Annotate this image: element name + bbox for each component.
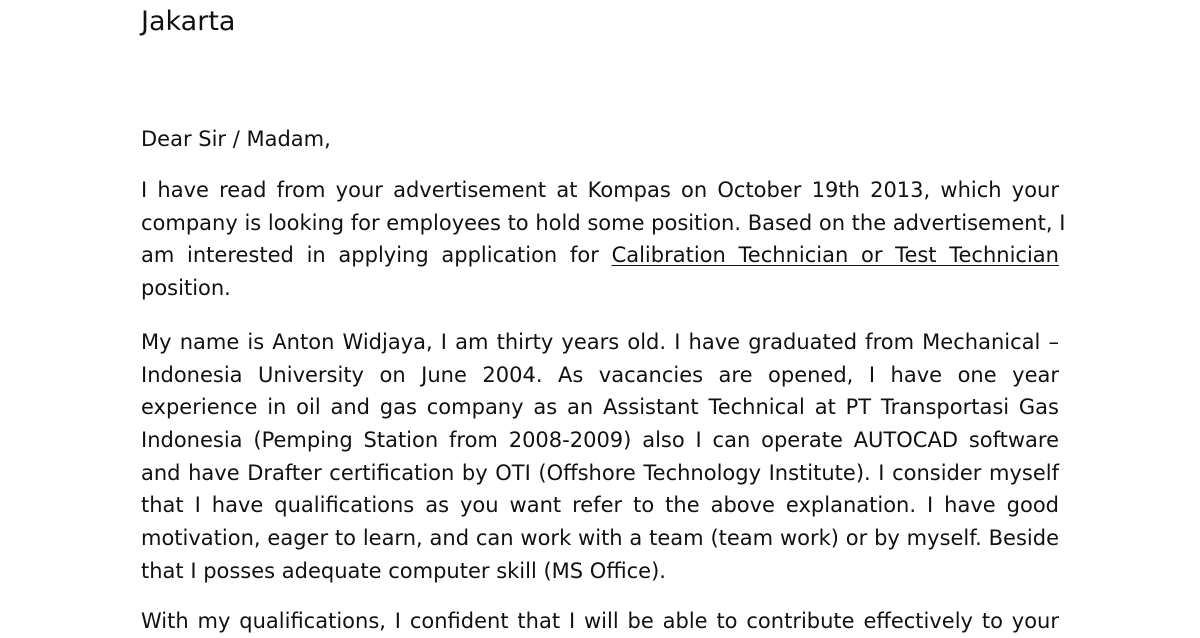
city-heading: Jakarta [141, 6, 236, 37]
paragraph-line: that I posses adequate computer skill (MS Office). [141, 558, 666, 583]
paragraph-line: My name is Anton Widjaya, I am thirty years old. I have graduated from Mechanical – [141, 330, 1059, 354]
paragraph-line: I have read from your advertisement at Kompas on October 19th 2013, which your [141, 178, 1059, 202]
position-title-underlined: Calibration Technician or Test Technician [611, 243, 1059, 268]
line-prefix-text: am interested in applying application for [141, 243, 599, 268]
paragraph-introduction [141, 326, 1059, 588]
paragraph-line: that I have qualifications as you want refer to the above explanation. I have good [141, 493, 1059, 518]
paragraph-line: motivation, eager to learn, and can work with a team (team work) or by myself. Beside [141, 526, 1059, 551]
paragraph-qualifications [141, 605, 1059, 638]
paragraph-line: experience in oil and gas company as an Assistant Technical at PT Transportasi Gas [141, 395, 1059, 420]
paragraph-line [141, 239, 1059, 272]
paragraph-line: Indonesia (Pemping Station from 2008-2009) also I can operate AUTOCAD software [141, 428, 1059, 453]
paragraph-line: and have Drafter certification by OTI (Offshore Technology Institute). I consider myself [141, 460, 1059, 485]
paragraph-advertisement [141, 174, 1066, 305]
paragraph-line: With my qualifications, I confident that I will be able to contribute effectively to your [141, 609, 1059, 633]
salutation: Dear Sir / Madam, [141, 127, 331, 151]
paragraph-line: Indonesia University on June 2004. As vacancies are opened, I have one year [141, 362, 1059, 387]
paragraph-line: position. [141, 276, 231, 301]
paragraph-line: company is looking for employees to hold some position. Based on the advertisement, I [141, 210, 1066, 235]
